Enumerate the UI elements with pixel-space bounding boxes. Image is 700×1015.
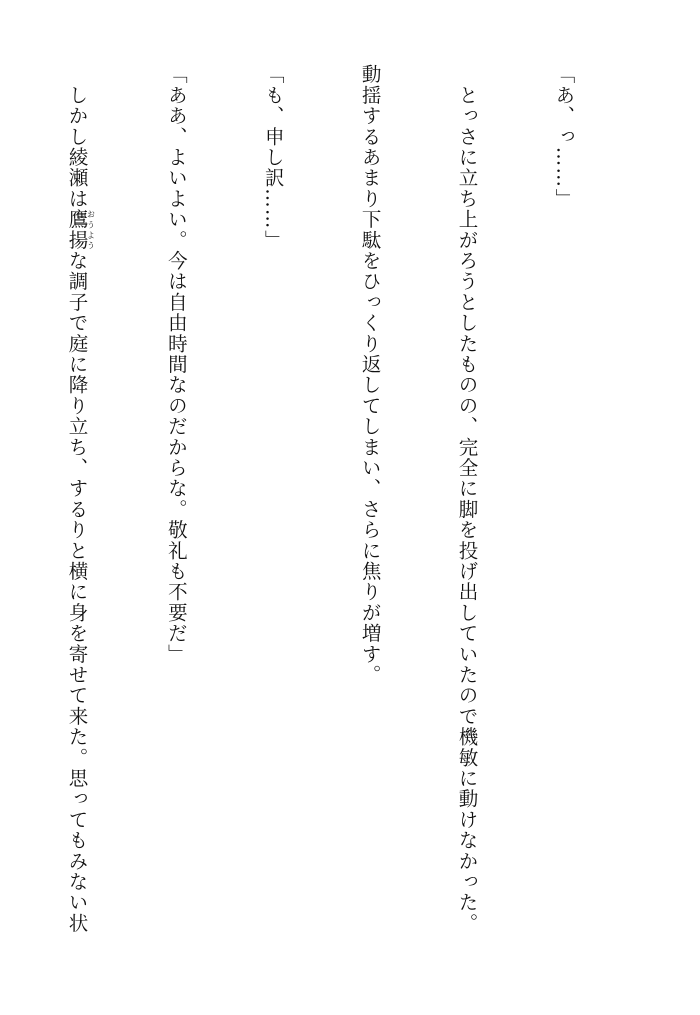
text-line-6-post: な調子で庭に降り立ち、するりと横に身を寄せて来た。思ってもみない状 <box>65 250 89 934</box>
text-line-2: とっさに立ち上がろうとしたものの、完全に脚を投げ出していたので機敏に動けなかった。 <box>455 64 479 934</box>
text-line-6 <box>60 64 95 964</box>
text-line-4: 「も、申し訳……」 <box>261 64 285 251</box>
text-line-1: 「あ、っ……」 <box>552 64 576 209</box>
text-line-3: 動揺するあまり下駄をひっくり返してしまい、さらに焦りが増す。 <box>358 64 382 685</box>
vertical-text-block <box>0 64 644 964</box>
ruby-ouyou: 鷹揚おうよう <box>65 208 96 251</box>
text-line-5: 「ああ、よいよい。今は自由時間なのだからな。敬礼も不要だ」 <box>164 64 188 665</box>
text-line-6-pre: しかし綾瀬は <box>65 64 89 209</box>
